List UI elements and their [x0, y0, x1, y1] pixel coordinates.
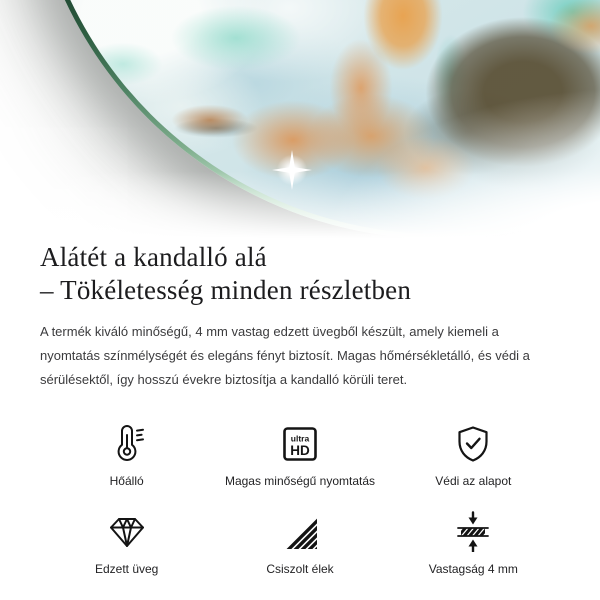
feature-label: Magas minőségű nyomtatás [224, 474, 376, 488]
shield-check-icon [453, 418, 493, 464]
feature-protects-base [387, 418, 560, 488]
diamond-icon [106, 506, 148, 552]
product-description: A termék kiváló minőségű, 4 mm vastag edzett üvegből készült, amely kiemeli a nyomtatás színmélységét és elegáns fényt biztosít. Magas hőmérsékletálló, és védi a sérülésektől, így hosszú évekre biztosítja a kandalló körüli teret. [40, 324, 530, 387]
ultra-hd-icon [280, 418, 320, 464]
product-image [0, 0, 600, 238]
feature-heat-resistant [40, 418, 213, 488]
page-title [40, 241, 560, 307]
feature-grid [40, 418, 560, 576]
feature-thickness [387, 506, 560, 576]
feature-print-quality [213, 418, 386, 488]
page-title-line1: Alátét a kandalló alá [40, 242, 267, 272]
feature-label: Csiszolt élek [266, 562, 334, 576]
feature-polished-edges [213, 506, 386, 576]
feature-tempered-glass [40, 506, 213, 576]
feature-label: Hőálló [109, 474, 144, 488]
svg-text:ultra: ultra [290, 433, 310, 444]
feature-label: Vastagság 4 mm [428, 562, 518, 576]
product-info-section [0, 241, 600, 576]
thickness-icon [453, 506, 493, 552]
feature-label: Edzett üveg [94, 562, 159, 576]
feature-label: Védi az alapot [435, 474, 512, 488]
glass-mat-marble-print [31, 0, 600, 234]
polished-edge-icon [280, 506, 320, 552]
svg-text:HD: HD [290, 443, 310, 458]
thermometer-icon [106, 418, 148, 464]
page-title-line2: – Tökéletesség minden részletben [40, 275, 412, 305]
